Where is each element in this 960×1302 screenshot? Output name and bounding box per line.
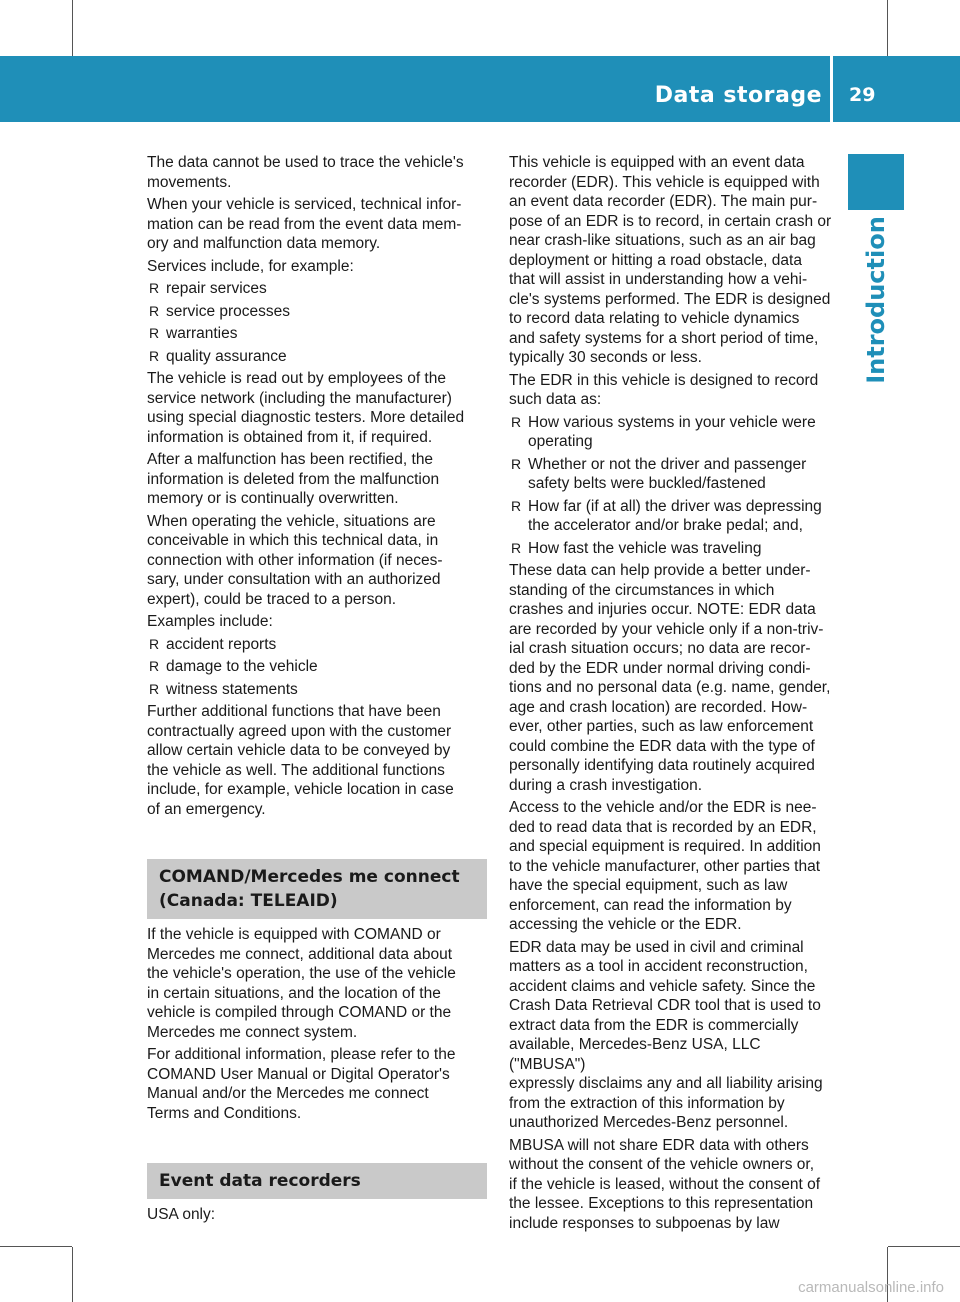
section-heading-comand: COMAND/Mercedes me connect (Canada: TELEAID) [147,859,487,919]
crop-mark [72,1247,73,1302]
list-item [509,497,839,536]
bullet-icon: R [149,635,160,652]
list-item-text: How various systems in your vehicle were operating [528,413,816,450]
paragraph: USA only: [147,1206,216,1223]
paragraph: After a malfunction has been rectified, the information is deleted from the malfunction memory or is continually overwritten. [147,451,440,507]
paragraph: The data cannot be used to trace the vehicle's movements. [147,154,464,191]
paragraph: These data can help provide a better under- standing of the circumstances in which crashes and injuries occur. NOTE: EDR data are recorded by your vehicle only if a non-triv- ial crash situation occurs; no data are recor- ded by the EDR under normal driving condi- tions and no personal data (e.g. name, gender, age and crash location) are recorded. How- ever, other parties, such as law enforcement could combine the EDR data with the type of personally identifying data routinely acquired during a crash investigation. [509,562,831,794]
crop-mark [887,0,888,56]
list-item-text: witness statements [166,680,298,698]
paragraph: The EDR in this vehicle is designed to record such data as: [509,371,819,408]
list-item [509,539,839,559]
list-item [509,455,839,494]
bullet-icon: R [149,280,160,296]
list-item-text: How far (if at all) the driver was depressing the accelerator and/or brake pedal; and, [528,497,822,534]
list-item [147,302,487,322]
right-column [509,153,839,1236]
list-item [147,324,487,344]
list-item-text: repair services [166,280,267,297]
header-divider [830,56,833,122]
side-tab-marker [848,154,904,210]
list-item-text: How fast the vehicle was traveling [528,539,762,557]
left-column [147,153,487,1228]
list-item-text: warranties [166,325,238,342]
paragraph: The vehicle is read out by employees of the service network (including the manufacturer) using special diagnostic testers. More detailed information is obtained from it, if required. [147,370,465,446]
paragraph: EDR data may be used in civil and criminal matters as a tool in accident reconstruction, accident claims and vehicle safety. Since the Crash Data Retrieval CDR tool that is used to extract data from the EDR is commercially available, Mercedes-Benz USA, LLC ("MBUSA") expressly disclaims any and all liability arising from the extraction of this information by unauthorized Mercedes-Benz personnel. [509,938,823,1131]
bullet-icon: R [511,539,522,556]
bullet-icon: R [511,497,522,514]
paragraph: For additional information, please refer to the COMAND User Manual or Digital Operator's Manual and/or the Mercedes me connect Terms and Conditions. [147,1046,456,1122]
paragraph: This vehicle is equipped with an event data recorder (EDR). This vehicle is equipped with an event data recorder (EDR). The main pur- pose of an EDR is to record, in certain crash or near crash-like situations, such as an air bag deployment or hitting a road obstacle, data that will assist in understanding how a vehi- cle's systems performed. The EDR is designed to record data relating to vehicle dynamics and safety systems for a short period of time, typically 30 seconds or less. [509,154,832,366]
list-item-text: damage to the vehicle [166,658,318,675]
bullet-icon: R [149,680,160,697]
page-title: Data storage [654,83,822,108]
crop-mark [0,1246,72,1247]
list-item [147,657,487,677]
bullet-icon: R [149,302,160,319]
bullet-icon: R [149,347,160,364]
bullet-icon: R [149,325,160,341]
list-item [147,635,487,655]
crop-mark [72,0,73,56]
paragraph: MBUSA will not share EDR data with others without the consent of the vehicle owners or, if the vehicle is leased, without the consent of the lessee. Exceptions to this representation include responses to subpoenas by law [509,1136,821,1232]
list-item [147,680,487,700]
list-item [509,413,839,452]
paragraph: Access to the vehicle and/or the EDR is nee- ded to read data that is recorded by an EDR, and special equipment is required. In addition to the vehicle manufacturer, other parties that have the special equipment, such as law enforcement, can read the information by accessing the vehicle or the EDR. [509,799,821,933]
list-item [147,347,487,367]
bullet-icon: R [511,455,522,472]
list-item-text: quality assurance [166,347,287,365]
examples-list [147,635,487,700]
paragraph: Services include, for example: [147,257,354,275]
list-item [147,279,487,299]
bullet-icon: R [511,413,522,430]
paragraph: When operating the vehicle, situations are conceivable in which this technical data, in connection with other information (if neces- sary, under consultation with an authorized expert), could be traced to a person. [147,512,443,608]
edr-data-list [509,413,839,559]
paragraph: Examples include: [147,613,273,630]
list-item-text: service processes [166,302,291,320]
bullet-icon: R [149,658,160,674]
paragraph: If the vehicle is equipped with COMAND or Mercedes me connect, additional data about the vehicle's operation, the use of the vehicle in certain situations, and the location of the vehicle is compiled through COMAND or the Mercedes me connect system. [147,926,456,1041]
watermark: carmanualsonline.info [798,1279,944,1296]
crop-mark [888,1246,960,1247]
chapter-label: Introduction [862,216,890,384]
paragraph: Further additional functions that have been contractually agreed upon with the customer allow certain vehicle data to be conveyed by the vehicle as well. The additional functions include, for example, vehicle location in case of an emergency. [147,703,454,818]
list-item-text: Whether or not the driver and passenger safety belts were buckled/fastened [528,455,807,492]
paragraph: When your vehicle is serviced, technical infor- mation can be read from the event data mem- ory and malfunction data memory. [147,196,462,252]
list-item-text: accident reports [166,635,277,653]
services-list [147,279,487,366]
section-heading-event-data-recorders: Event data recorders [147,1163,487,1199]
page-number: 29 [849,84,876,106]
